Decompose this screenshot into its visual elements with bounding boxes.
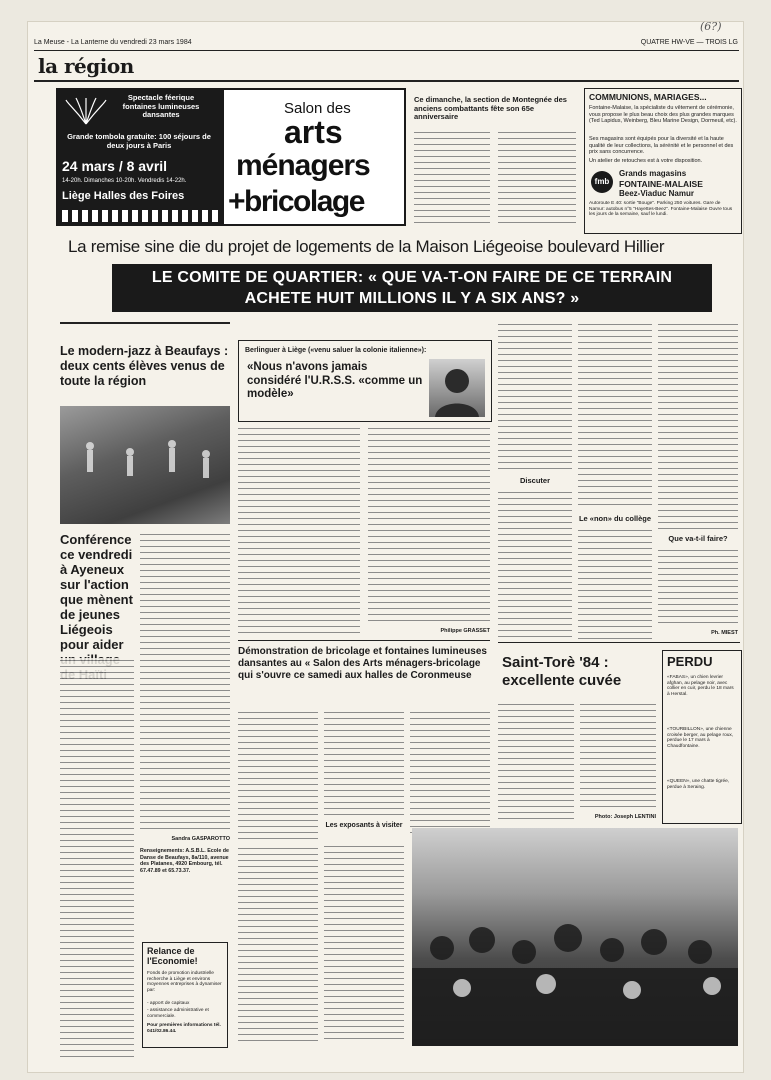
exposants-text-col-2 xyxy=(324,844,404,1044)
demonstration-text-col-3 xyxy=(410,710,490,838)
jazz-title: Le modern-jazz à Beaufays : deux cents élèves venus de toute la région xyxy=(60,344,229,388)
va-t-il-faire-subhead: Que va-t-il faire? xyxy=(668,534,728,543)
perdu-box xyxy=(662,650,742,824)
dancers-figures-icon xyxy=(60,406,230,524)
salon-title-arts: arts xyxy=(284,114,343,150)
montegnee-text-col-2 xyxy=(498,130,576,226)
relance-advertisement xyxy=(142,942,228,1048)
non-college-subhead: Le «non» du collège xyxy=(578,514,652,523)
left-column-rule xyxy=(60,322,230,324)
hillier-text-col-2b xyxy=(578,528,652,640)
store-address: Autoroute E 40: sortie "Bouge". Parking 250 voitures. Gare de Namur: autobus n°5 "Hayettes-Beez". Fontaine-Malaise Ouvre tous les jours de la semaine, sauf le lundi. xyxy=(589,201,733,218)
store-line-3: Beez-Viaduc Namur xyxy=(619,189,694,198)
salon-title-small: Salon des xyxy=(284,100,351,117)
salon-title-menagers: ménagers xyxy=(236,149,370,182)
berlinguer-text-col-2 xyxy=(368,426,490,626)
salon-title-bricolage: +bricolage xyxy=(228,185,364,218)
saint-tore-title-area xyxy=(498,650,656,698)
masthead-edition: QUATRE HW-VE — TROIS LG xyxy=(640,39,738,46)
saint-tore-text-col-1 xyxy=(498,702,574,822)
demonstration-subhead: Les exposants à visiter xyxy=(325,822,403,829)
montegnee-text-col-1 xyxy=(414,130,490,226)
right-rule xyxy=(498,642,740,643)
berlinguer-kicker: Berlinguer à Liège («venu saluer la colonie italienne»): xyxy=(245,347,427,354)
saint-tore-title: Saint-Torè '84 : excellente cuvée xyxy=(502,654,622,689)
salon-tombola: Grande tombola gratuite: 100 séjours de deux jours à Paris xyxy=(67,132,211,150)
masthead-rule xyxy=(34,50,739,51)
communions-advertisement xyxy=(584,88,742,234)
berlinguer-portrait xyxy=(429,359,485,417)
store-line-1: Grands magasins xyxy=(619,169,687,178)
perdu-item-2: «TOURBILLON», une chienne croisée berger, au pelage roux, perdue le 17 mars à Chaudfontaine. xyxy=(667,727,734,749)
salon-title-block xyxy=(224,90,404,224)
relance-p1: Fonds de promotion industrielle recherche à Liège et environs moyennes entreprises à dynamiser par: xyxy=(147,971,222,993)
demonstration-title: Démonstration de bricolage et fontaines lumineuses dansantes au « Salon des Arts ménagers-bricolage qui s'ouvre ce samedi aux halles de Coronmeuse xyxy=(238,646,487,681)
montegnee-title: Ce dimanche, la section de Montegnée des anciens combattants fête son 65e anniversaire xyxy=(414,95,567,122)
main-headline: La remise sine die du projet de logements de la Maison Liégeoise boulevard Hillier xyxy=(68,237,665,256)
relance-p4: Pour premières informations tél. 041/02.86.44. xyxy=(147,1023,221,1034)
masthead-date: La Meuse - La Lanterne du vendredi 23 mars 1984 xyxy=(34,39,192,46)
haiti-text xyxy=(60,658,134,1058)
communions-p1: Fontaine-Malaise, la spécialiste du vêtement de cérémonie, vous propose le plus beau choix des plus grandes marques (Ted Lapidus, Weinberg, Bleu Marine Design, Dormeuil, etc). xyxy=(589,105,737,124)
demonstration-text-col-2 xyxy=(324,710,404,820)
saint-tore-photo-credit: Photo: Joseph LENTINI xyxy=(594,814,656,820)
salon-advertisement xyxy=(56,88,406,226)
handwritten-page-number: (6?) xyxy=(700,20,722,33)
section-title: la région xyxy=(38,54,134,78)
hillier-text-col-1b xyxy=(498,490,572,640)
decorative-stripes xyxy=(62,210,220,222)
relance-p2: - apport de capitaux xyxy=(147,1001,190,1006)
jazz-info: Renseignements: A.S.B.L. Ecole de Danse de Beaufays, 8a/110, avenue des Platanes, 4920 Embourg, tél. 67.47.89 et 65.73.37. xyxy=(140,848,229,874)
miest-signature: Ph. MIEST xyxy=(711,630,738,636)
communions-p3: Un atelier de retouches est à votre disposition. xyxy=(589,158,703,164)
berlinguer-box xyxy=(238,340,492,422)
salon-place: Liège Halles des Foires xyxy=(62,190,185,202)
crowd-photo xyxy=(412,828,738,1046)
middle-rule xyxy=(238,640,490,641)
communions-title: COMMUNIONS, MARIAGES... xyxy=(589,92,707,102)
portrait-silhouette-icon xyxy=(429,359,485,417)
salon-hours: 14-20h. Dimanches 10-20h. Vendredis 14-22h. xyxy=(62,178,187,184)
perdu-title: PERDU xyxy=(667,654,713,669)
section-rule xyxy=(34,80,739,82)
berlinguer-quote: «Nous n'avons jamais considéré l'U.R.S.S. «comme un modèle» xyxy=(247,361,423,400)
hillier-text-col-2 xyxy=(578,322,652,510)
salon-dates: 24 mars / 8 avril xyxy=(62,158,168,174)
perdu-item-3: «QUEEN», une chatte tigrée, perdue à Seraing. xyxy=(667,779,730,790)
salon-spectacle: Spectacle féerique fontaines lumineuses dansantes xyxy=(122,93,200,119)
store-line-2: FONTAINE-MALAISE xyxy=(619,179,703,189)
banner-headline: LE COMITE DE QUARTIER: « QUE VA-T-ON FAIRE DE CE TERRAIN ACHETE HUIT MILLIONS IL Y A SIX ANS? » xyxy=(151,269,673,307)
hillier-text-col-3b xyxy=(658,548,738,628)
communions-p2: Ses magasins sont équipés pour la diversité et la haute qualité de leur collections, la sérénité et le personnel et des prix sans concurrence. xyxy=(589,136,734,155)
saint-tore-text-col-2 xyxy=(580,702,656,812)
demonstration-text-col-1 xyxy=(238,710,318,840)
jazz-signature: Sandra GASPAROTTO xyxy=(171,836,230,842)
jazz-text xyxy=(140,532,230,832)
berlinguer-text-col-1 xyxy=(238,426,360,636)
exposants-text-col-1 xyxy=(238,846,318,1046)
banner-box xyxy=(112,264,712,312)
haiti-title: Conférence ce vendredi à Ayeneux sur l'action que mènent de jeunes Liégeois pour aider xyxy=(60,532,133,652)
berlinguer-signature: Philippe GRASSET xyxy=(440,628,490,634)
fmb-logo: fmb xyxy=(591,171,613,193)
hillier-text-col-3 xyxy=(658,322,738,532)
fountain-icon xyxy=(64,98,108,124)
relance-p3: - assistance administrative et commerciale. xyxy=(147,1008,209,1019)
relance-title: Relance de l'Economie! xyxy=(147,946,198,966)
discuter-subhead: Discuter xyxy=(519,476,550,485)
hillier-text-col-1 xyxy=(498,322,572,472)
perdu-item-1: «FABAS», un chien levrier afghan, au pelage noir, avec collier en cuir, perdu le 18 mars à Herstal. xyxy=(667,675,734,697)
dancers-photo xyxy=(60,406,230,524)
newspaper-page xyxy=(28,22,743,1072)
crowd-figures-icon xyxy=(412,828,738,1046)
